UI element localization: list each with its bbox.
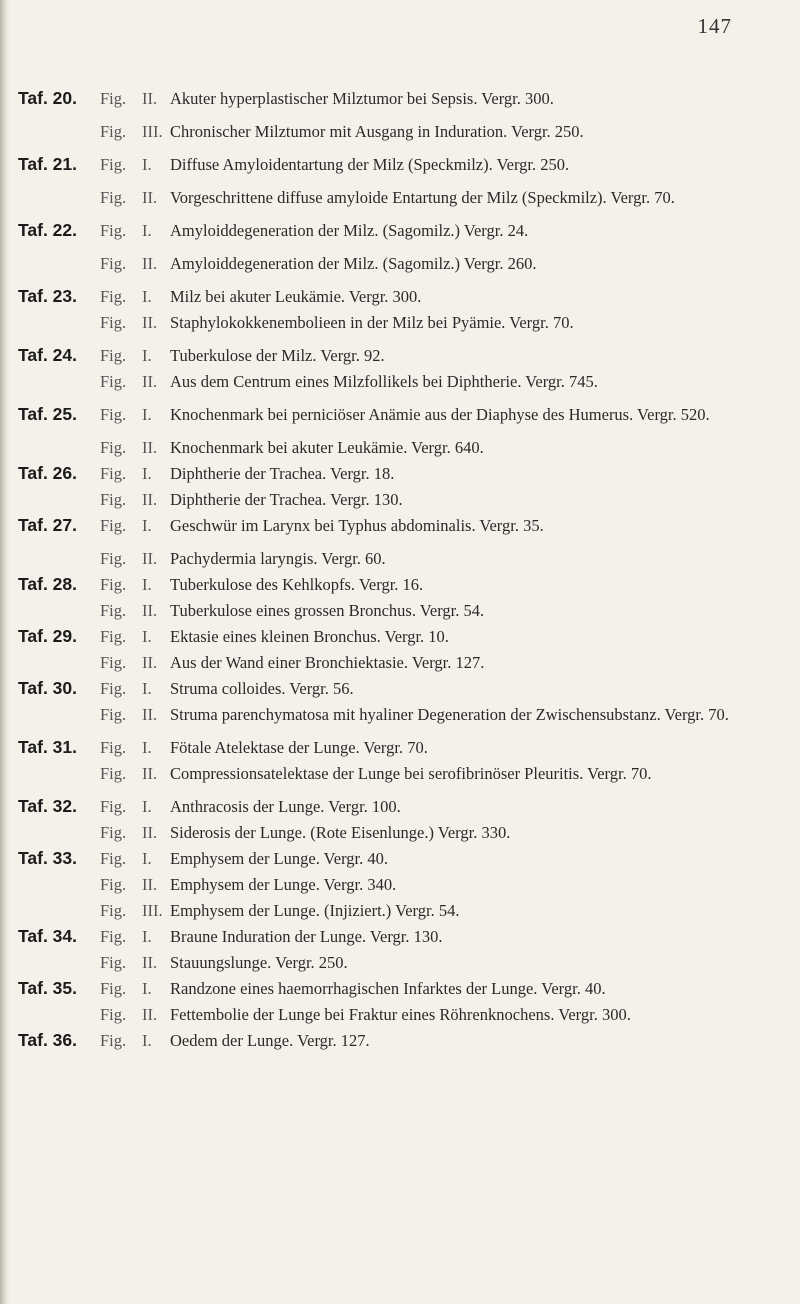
figure-number: II. — [142, 490, 158, 509]
figure-description: Geschwür im Larynx bei Typhus abdominalis. Vergr. 35. — [170, 516, 544, 535]
plate-entry — [18, 1030, 788, 1051]
plate-entry — [18, 704, 788, 725]
figure-label: Fig. — [100, 705, 127, 724]
figure-number: II. — [142, 549, 158, 568]
plate-entry — [18, 978, 788, 999]
figure-label: Fig. — [100, 287, 127, 306]
plate-label: Taf. 36. — [18, 1030, 78, 1050]
figure-label: Fig. — [100, 516, 127, 535]
plate-entry — [18, 220, 788, 241]
figure-number: I. — [142, 679, 152, 698]
plate-entry — [18, 88, 788, 109]
figure-number: II. — [142, 875, 158, 894]
figure-description: Diffuse Amyloidentartung der Milz (Speckmilz). Vergr. 250. — [170, 155, 570, 174]
plate-entry — [18, 312, 788, 333]
plate-label: Taf. 32. — [18, 796, 78, 816]
figure-number: I. — [142, 927, 152, 946]
plate-label: Taf. 22. — [18, 220, 78, 240]
figure-number: II. — [142, 653, 158, 672]
figure-number: II. — [142, 601, 158, 620]
plate-entry — [18, 463, 788, 484]
figure-label: Fig. — [100, 313, 127, 332]
plate-entry — [18, 796, 788, 817]
plate-entry — [18, 121, 788, 142]
figure-label: Fig. — [100, 438, 127, 457]
figure-number: II. — [142, 705, 158, 724]
figure-number: II. — [142, 823, 158, 842]
figure-description: Staphylokokkenembolieen in der Milz bei Pyämie. Vergr. 70. — [170, 313, 574, 332]
figure-number: I. — [142, 346, 152, 365]
figure-label: Fig. — [100, 764, 127, 783]
figure-description: Amyloiddegeneration der Milz. (Sagomilz.) Vergr. 24. — [170, 221, 529, 240]
plate-entry — [18, 286, 788, 307]
figure-description: Struma colloides. Vergr. 56. — [170, 679, 354, 698]
figure-description: Aus der Wand einer Bronchiektasie. Vergr. 127. — [170, 653, 485, 672]
figure-number: II. — [142, 1005, 158, 1024]
figure-number: II. — [142, 764, 158, 783]
figure-number: II. — [142, 254, 158, 273]
plate-index-list — [18, 88, 788, 1063]
plate-entry — [18, 515, 788, 536]
page-edge-shadow — [0, 0, 10, 1304]
plate-label: Taf. 24. — [18, 345, 78, 365]
figure-description: Milz bei akuter Leukämie. Vergr. 300. — [170, 287, 422, 306]
figure-number: I. — [142, 516, 152, 535]
figure-label: Fig. — [100, 575, 127, 594]
figure-number: III. — [142, 901, 163, 920]
figure-number: I. — [142, 797, 152, 816]
figure-description: Ektasie eines kleinen Bronchus. Vergr. 10. — [170, 627, 449, 646]
figure-description: Emphysem der Lunge. Vergr. 340. — [170, 875, 397, 894]
figure-label: Fig. — [100, 627, 127, 646]
figure-description: Emphysem der Lunge. Vergr. 40. — [170, 849, 388, 868]
figure-description: Tuberkulose des Kehlkopfs. Vergr. 16. — [170, 575, 424, 594]
figure-label: Fig. — [100, 823, 127, 842]
plate-entry — [18, 652, 788, 673]
figure-label: Fig. — [100, 464, 127, 483]
figure-label: Fig. — [100, 254, 127, 273]
plate-label: Taf. 25. — [18, 404, 78, 424]
plate-entry — [18, 900, 788, 921]
figure-number: III. — [142, 122, 163, 141]
figure-number: I. — [142, 287, 152, 306]
plate-label: Taf. 29. — [18, 626, 78, 646]
figure-description: Diphtherie der Trachea. Vergr. 18. — [170, 464, 395, 483]
figure-description: Compressionsatelektase der Lunge bei serofibrinöser Pleuritis. Vergr. 70. — [170, 764, 652, 783]
figure-label: Fig. — [100, 1031, 127, 1050]
figure-description: Akuter hyperplastischer Milztumor bei Sepsis. Vergr. 300. — [170, 89, 554, 108]
plate-label: Taf. 21. — [18, 154, 78, 174]
figure-description: Braune Induration der Lunge. Vergr. 130. — [170, 927, 443, 946]
plate-label: Taf. 20. — [18, 88, 78, 108]
plate-label: Taf. 34. — [18, 926, 78, 946]
figure-description: Tuberkulose eines grossen Bronchus. Vergr. 54. — [170, 601, 485, 620]
plate-entry — [18, 437, 788, 458]
figure-label: Fig. — [100, 927, 127, 946]
figure-label: Fig. — [100, 188, 127, 207]
figure-label: Fig. — [100, 953, 127, 972]
figure-number: I. — [142, 979, 152, 998]
plate-entry — [18, 952, 788, 973]
figure-number: I. — [142, 738, 152, 757]
figure-label: Fig. — [100, 221, 127, 240]
figure-number: I. — [142, 405, 152, 424]
figure-label: Fig. — [100, 738, 127, 757]
figure-label: Fig. — [100, 797, 127, 816]
figure-description: Aus dem Centrum eines Milzfollikels bei Diphtherie. Vergr. 745. — [170, 372, 598, 391]
figure-description: Knochenmark bei akuter Leukämie. Vergr. 640. — [170, 438, 484, 457]
plate-entry — [18, 187, 788, 208]
figure-label: Fig. — [100, 601, 127, 620]
plate-entry — [18, 574, 788, 595]
plate-entry — [18, 154, 788, 175]
figure-label: Fig. — [100, 901, 127, 920]
figure-label: Fig. — [100, 979, 127, 998]
figure-description: Anthracosis der Lunge. Vergr. 100. — [170, 797, 401, 816]
figure-label: Fig. — [100, 490, 127, 509]
figure-number: II. — [142, 313, 158, 332]
figure-label: Fig. — [100, 653, 127, 672]
figure-number: II. — [142, 188, 158, 207]
figure-number: II. — [142, 438, 158, 457]
figure-description: Vorgeschrittene diffuse amyloide Entartung der Milz (Speckmilz). Vergr. 70. — [170, 188, 675, 207]
figure-number: I. — [142, 1031, 152, 1050]
figure-label: Fig. — [100, 1005, 127, 1024]
figure-description: Oedem der Lunge. Vergr. 127. — [170, 1031, 370, 1050]
figure-description: Tuberkulose der Milz. Vergr. 92. — [170, 346, 385, 365]
plate-entry — [18, 678, 788, 699]
plate-label: Taf. 23. — [18, 286, 78, 306]
plate-entry — [18, 763, 788, 784]
figure-number: I. — [142, 155, 152, 174]
plate-label: Taf. 35. — [18, 978, 78, 998]
plate-entry — [18, 600, 788, 621]
plate-entry — [18, 848, 788, 869]
figure-number: II. — [142, 372, 158, 391]
plate-entry — [18, 626, 788, 647]
figure-label: Fig. — [100, 89, 127, 108]
figure-number: I. — [142, 627, 152, 646]
plate-label: Taf. 33. — [18, 848, 78, 868]
figure-description: Knochenmark bei perniciöser Anämie aus der Diaphyse des Humerus. Vergr. 520. — [170, 405, 710, 424]
figure-description: Pachydermia laryngis. Vergr. 60. — [170, 549, 386, 568]
figure-number: I. — [142, 849, 152, 868]
plate-label: Taf. 26. — [18, 463, 78, 483]
plate-entry — [18, 737, 788, 758]
plate-label: Taf. 31. — [18, 737, 78, 757]
plate-entry — [18, 1004, 788, 1025]
figure-description: Fötale Atelektase der Lunge. Vergr. 70. — [170, 738, 428, 757]
figure-description: Emphysem der Lunge. (Injiziert.) Vergr. 54. — [170, 901, 460, 920]
figure-label: Fig. — [100, 679, 127, 698]
figure-description: Stauungslunge. Vergr. 250. — [170, 953, 348, 972]
figure-number: I. — [142, 464, 152, 483]
figure-number: I. — [142, 221, 152, 240]
figure-label: Fig. — [100, 122, 127, 141]
figure-description: Siderosis der Lunge. (Rote Eisenlunge.) Vergr. 330. — [170, 823, 511, 842]
plate-entry — [18, 926, 788, 947]
figure-description: Amyloiddegeneration der Milz. (Sagomilz.) Vergr. 260. — [170, 254, 537, 273]
plate-label: Taf. 27. — [18, 515, 78, 535]
plate-label: Taf. 30. — [18, 678, 78, 698]
plate-entry — [18, 548, 788, 569]
figure-number: II. — [142, 89, 158, 108]
figure-label: Fig. — [100, 346, 127, 365]
figure-number: I. — [142, 575, 152, 594]
plate-entry — [18, 874, 788, 895]
figure-description: Randzone eines haemorrhagischen Infarktes der Lunge. Vergr. 40. — [170, 979, 606, 998]
figure-description: Struma parenchymatosa mit hyaliner Degeneration der Zwischensubstanz. Vergr. 70. — [170, 705, 729, 724]
figure-label: Fig. — [100, 155, 127, 174]
figure-label: Fig. — [100, 372, 127, 391]
plate-entry — [18, 371, 788, 392]
page-number: 147 — [697, 14, 732, 38]
figure-description: Diphtherie der Trachea. Vergr. 130. — [170, 490, 403, 509]
figure-description: Chronischer Milztumor mit Ausgang in Induration. Vergr. 250. — [170, 122, 584, 141]
figure-label: Fig. — [100, 875, 127, 894]
plate-entry — [18, 404, 788, 425]
figure-label: Fig. — [100, 549, 127, 568]
plate-entry — [18, 489, 788, 510]
figure-label: Fig. — [100, 849, 127, 868]
figure-description: Fettembolie der Lunge bei Fraktur eines Röhrenknochens. Vergr. 300. — [170, 1005, 631, 1024]
figure-label: Fig. — [100, 405, 127, 424]
plate-entry — [18, 253, 788, 274]
plate-entry — [18, 345, 788, 366]
plate-entry — [18, 822, 788, 843]
figure-number: II. — [142, 953, 158, 972]
plate-label: Taf. 28. — [18, 574, 78, 594]
